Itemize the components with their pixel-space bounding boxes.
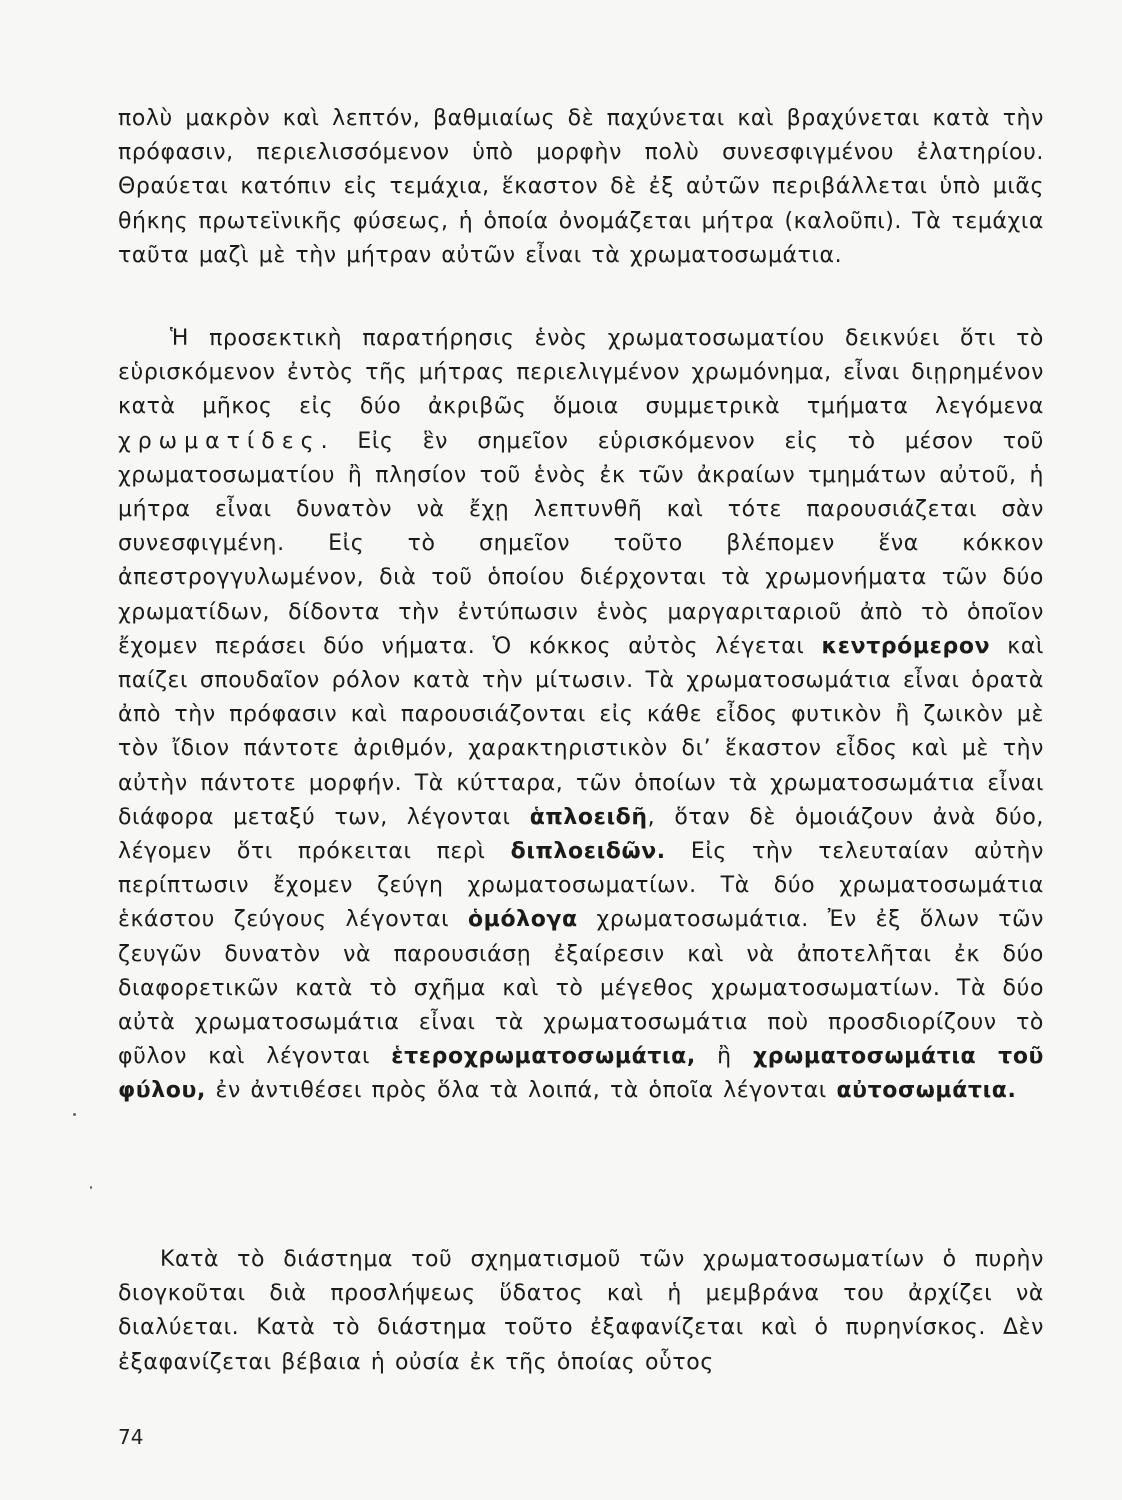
text-run: χρωματοσωμάτια. Ἐν ἐξ ὅλων τῶν ζευγῶν δυνατὸν νὰ παρουσιάσῃ ἐξαίρεσιν καὶ νὰ ἀποτελῆται ἐκ δύο διαφορετικῶν κατὰ τὸ σχῆμα καὶ τὸ μέγεθος χρωματοσωματίων. Τὰ δύο αὐτὰ χρωματοσωμάτια εἶναι τὰ χρωματοσωμάτια ποὺ προσδιορίζουν τὸ φῦλον καὶ λέγονται (118, 907, 1045, 1070)
paragraph-1 (118, 102, 1044, 273)
text-run: Κατὰ τὸ διάστημα τοῦ σχηματισμοῦ τῶν χρωματοσωματίων ὁ πυρὴν διογκοῦται διὰ προσλήψεως ὕδατος καὶ ἡ μεμβράνα του ἀρχίζει νὰ διαλύεται. Κατὰ τὸ διάστημα τοῦτο ἐξαφανίζεται καὶ ὁ πυρηνίσκος. Δὲν ἐξαφανίζεται βέβαια ἡ οὐσία ἐκ τῆς ὁποίας οὗτος (118, 1247, 1044, 1375)
bold-term: αὐτοσωμάτια. (836, 1078, 1017, 1104)
spaced-term: χρωματίδες (118, 428, 321, 454)
bold-term: κεντρόμερον (821, 633, 991, 659)
bold-term: ἑτεροχρωματοσωμάτια, (391, 1044, 696, 1070)
bold-term: χρωματοσωμάτια τοῦ φύλου, (118, 1044, 1044, 1104)
bold-term: ὁμόλογα (467, 907, 578, 933)
text-run: πολὺ μακρὸν καὶ λεπτόν, βαθμιαίως δὲ παχύνεται καὶ βραχύνεται κατὰ τὴν πρόφασιν, περιελισσόμενον ὑπὸ μορφὴν πολὺ συνεσφιγμένου ἐλατηρίου. Θραύεται κατόπιν εἰς τεμάχια, ἕκαστον δὲ ἐξ αὐτῶν περιβάλλεται ὑπὸ μιᾶς θήκης πρωτεϊνικῆς φύσεως, ἡ ὁποία ὀνομάζεται μήτρα (καλοῦπι). Τὰ τεμάχια ταῦτα μαζὶ μὲ τὴν μήτραν αὐτῶν εἶναι τὰ χρωματοσωμάτια. (118, 106, 1044, 268)
text-run: ἐν ἀντιθέσει πρὸς ὅλα τὰ λοιπά, τὰ ὁποῖα λέγονται (205, 1078, 837, 1104)
text-run: Εἰς τὴν τελευταίαν αὐτὴν περίπτωσιν ἔχομεν ζεύγη χρωματοσωματίων. Τὰ δύο χρωματοσωμάτια ἑκάστου ζεύγους λέγονται (118, 839, 1044, 933)
text-run: ἢ (695, 1044, 754, 1070)
paragraph-3 (118, 1243, 1044, 1380)
text-run: Ἡ προσεκτικὴ παρατήρησις ἑνὸς χρωματοσωματίου δεικνύει ὅτι τὸ εὑρισκόμενον ἐντὸς τῆς μήτρας περιελιγμένον χρωμόνημα, εἶναι διῃρημένον κατὰ μῆκος εἰς δύο ἀκριβῶς ὅμοια συμμετρικὰ τμήματα λεγόμενα (118, 326, 1044, 420)
scan-speck (73, 1113, 76, 1116)
page-number: 74 (118, 1425, 144, 1449)
text-run: . Εἰς ἓν σημεῖον εὑρισκόμενον εἰς τὸ μέσον τοῦ χρωματοσωματίου ἢ πλησίον τοῦ ἑνὸς ἐκ τῶν ἀκραίων τμημάτων αὐτοῦ, ἡ μήτρα εἶναι δυνατὸν νὰ ἔχῃ λεπτυνθῆ καὶ τότε παρουσιάζεται σὰν συνεσφιγμένη. Εἰς τὸ σημεῖον τοῦτο βλέπομεν ἕνα κόκκον ἀπεστρογγυλωμένον, διὰ τοῦ ὁποίου διέρχονται τὰ χρωμονήματα τῶν δύο χρωματίδων, δίδοντα τὴν ἐντύπωσιν ἑνὸς μαργαριταριοῦ ἀπὸ τὸ ὁποῖον ἔχομεν περάσει δύο νήματα. Ὁ κόκκος αὐτὸς λέγεται (118, 428, 1044, 659)
text-run: καὶ παίζει σπουδαῖον ρόλον κατὰ τὴν μίτωσιν. Τὰ χρωματοσωμάτια εἶναι ὁρατὰ ἀπὸ τὴν πρόφασιν καὶ παρουσιάζονται εἰς κάθε εἶδος φυτικὸν ἢ ζωικὸν μὲ τὸν ἴδιον πάντοτε ἀριθμόν, χαρακτηριστικὸν δι’ ἕκαστον εἶδος καὶ μὲ τὴν αὐτὴν πάντοτε μορφήν. Τὰ κύτταρα, τῶν ὁποίων τὰ χρωματοσωμάτια εἶναι διάφορα μεταξύ των, λέγονται (118, 633, 1045, 830)
page-content (118, 102, 1044, 1402)
scan-speck (90, 1186, 92, 1189)
paragraph-2 (118, 322, 1044, 1109)
bold-term: ἁπλοειδῆ (529, 804, 648, 830)
text-run: , ὅταν δὲ ὁμοιάζουν ἀνὰ δύο, λέγομεν ὅτι πρόκειται περὶ (118, 804, 1044, 865)
bold-term: διπλοειδῶν. (510, 839, 666, 865)
